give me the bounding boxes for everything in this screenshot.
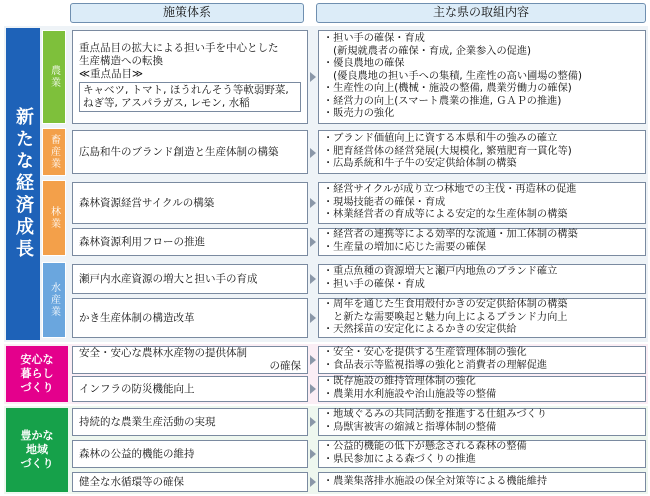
action-agri-3: ・優良農地の確保 bbox=[323, 58, 405, 70]
action-livestock-3: ・広島系統和牛子牛の安定供給体制の構築 bbox=[323, 158, 517, 170]
policy-agri-line1: 重点品目の拡大による担い手を中心とした bbox=[79, 42, 279, 54]
arrow-livestock bbox=[310, 148, 316, 158]
sub-fish bbox=[42, 262, 66, 338]
sub-forest-label: 林業 bbox=[48, 206, 60, 230]
policy-fish1 bbox=[72, 264, 308, 294]
actions-header: 主な県の取組内容 bbox=[316, 3, 646, 23]
policy-safe1-line1: 安全・安心な農林水産物の提供体制 bbox=[79, 347, 247, 359]
sub-livestock bbox=[42, 128, 66, 176]
action-forest2-2: ・生産量の増加に応じた需要の確保 bbox=[323, 242, 486, 253]
band-safe-line3: づくり bbox=[20, 381, 54, 394]
action-forest2-1: ・経営者の連携等による効率的な流通・加工体制の構築 bbox=[323, 229, 578, 241]
actions-livestock bbox=[318, 130, 646, 174]
policy-safe1-line2: の確保 bbox=[269, 360, 301, 372]
actions-agri bbox=[318, 30, 646, 124]
action-safe2-1: ・既存施設の維持管理体制の強化 bbox=[323, 376, 476, 388]
policy-fish2 bbox=[72, 298, 308, 338]
action-rich2-1: ・公益的機能の低下が懸念される森林の整備 bbox=[323, 441, 527, 453]
policy-forest2-line1: 森林資源利用フローの推進 bbox=[79, 235, 205, 248]
policy-rich2 bbox=[72, 440, 308, 468]
arrow-safe2 bbox=[310, 384, 316, 394]
action-agri-6: ・経営力の向上(スマート農業の推進, ＧＡＰの推進) bbox=[323, 95, 562, 107]
policy-safe2-line1: インフラの防災機能向上 bbox=[79, 382, 195, 395]
arrow-rich3 bbox=[310, 477, 316, 487]
sub-forest bbox=[42, 180, 66, 256]
action-safe1-1: ・安全・安心を提供する生産管理体制の強化 bbox=[323, 347, 527, 359]
action-rich2-2: ・県民参加による森づくりの推進 bbox=[323, 454, 476, 465]
actions-forest2 bbox=[318, 228, 646, 256]
actions-safe1 bbox=[318, 346, 646, 374]
policy-rich3-line1: 健全な水循環等の確保 bbox=[79, 475, 184, 488]
policy-agri-item1: キャベツ, トマト, ほうれんそう等軟弱野菜, bbox=[83, 84, 289, 96]
policy-rich1 bbox=[72, 408, 308, 436]
action-safe1-2: ・食品表示等監視指導の強化と消費者の理解促進 bbox=[323, 360, 548, 371]
policy-agri-items-box bbox=[79, 82, 301, 112]
policy-safe2 bbox=[72, 376, 308, 402]
band-rich bbox=[6, 408, 68, 492]
sub-fish-label: 水産業 bbox=[48, 282, 60, 318]
policy-livestock-line1: 広島和牛のブランド創造と生産体制の構築 bbox=[79, 145, 279, 158]
sub-agri-label: 農業 bbox=[48, 65, 60, 89]
action-agri-5: ・生産性の向上(機械・施設の整備, 農業労働力の確保) bbox=[323, 83, 572, 95]
action-fish2-2: と新たな需要喚起と魅力向上によるブランド力向上 bbox=[323, 311, 568, 323]
sub-livestock-label: 畜産業 bbox=[48, 134, 60, 170]
policy-safe1 bbox=[72, 346, 308, 374]
sub-agri bbox=[42, 30, 66, 124]
action-agri-2: (新規就農者の確保・育成, 企業参入の促進) bbox=[323, 45, 531, 57]
policy-fish2-line1: かき生産体制の構造改革 bbox=[79, 311, 195, 324]
arrow-fish2 bbox=[310, 313, 316, 323]
policy-agri-item2: ねぎ等, アスパラガス, レモン, 水稲 bbox=[83, 97, 250, 109]
actions-rich3 bbox=[318, 472, 646, 492]
policy-rich3 bbox=[72, 472, 308, 492]
arrow-safe1 bbox=[310, 355, 316, 365]
arrow-rich2 bbox=[310, 449, 316, 459]
action-fish1-2: ・担い手の確保・育成 bbox=[323, 279, 425, 290]
action-safe2-2: ・農業用水利施設や治山施設等の整備 bbox=[323, 389, 497, 400]
arrow-forest2 bbox=[310, 237, 316, 247]
band-economy-label: 新たな経済成長 bbox=[13, 107, 34, 261]
policy-header: 施策体系 bbox=[70, 3, 304, 23]
band-rich-line3: づくり bbox=[20, 457, 54, 470]
action-agri-4: (優良農地の担い手への集積, 生産性の高い圃場の整備) bbox=[323, 70, 582, 82]
policy-rich2-line1: 森林の公益的機能の維持 bbox=[79, 447, 195, 460]
policy-forest1 bbox=[72, 182, 308, 224]
action-rich3-1: ・農業集落排水施設の保全対策等による機能維持 bbox=[323, 475, 548, 487]
policy-livestock bbox=[72, 130, 308, 174]
policy-fish1-line1: 瀬戸内水産資源の増大と担い手の育成 bbox=[79, 272, 258, 285]
band-rich-line1: 豊かな bbox=[20, 429, 54, 442]
arrow-forest1 bbox=[310, 198, 316, 208]
band-safe-line2: 暮らし bbox=[20, 367, 54, 380]
policy-forest1-line1: 森林資源経営サイクルの構築 bbox=[79, 196, 215, 209]
action-forest1-1: ・経営サイクルが成り立つ林地での主伐・再造林の促進 bbox=[323, 184, 577, 196]
action-livestock-2: ・肥育経営体の経営発展(大規模化, 繁殖肥育一貫化等) bbox=[323, 145, 572, 157]
band-rich-line2: 地域 bbox=[26, 443, 48, 456]
actions-rich2 bbox=[318, 440, 646, 468]
actions-forest1 bbox=[318, 182, 646, 224]
actions-fish1 bbox=[318, 264, 646, 294]
actions-safe2 bbox=[318, 376, 646, 402]
policy-agri-line3: ≪重点品目≫ bbox=[79, 68, 143, 80]
action-rich1-2: ・鳥獣害被害の縮減と指導体制の整備 bbox=[323, 422, 497, 433]
actions-fish2 bbox=[318, 298, 646, 338]
arrow-agri bbox=[310, 72, 316, 82]
action-fish2-3: ・天然採苗の安定化によるかきの安定供給 bbox=[323, 324, 517, 336]
band-economy bbox=[6, 28, 40, 340]
arrow-fish1 bbox=[310, 274, 316, 284]
action-forest1-3: ・林業経営者の育成等による安定的な生産体制の構築 bbox=[323, 209, 568, 221]
action-fish1-1: ・重点魚種の資源増大と瀬戸内地魚のブランド確立 bbox=[323, 266, 558, 278]
action-forest1-2: ・現場技能者の確保・育成 bbox=[323, 196, 446, 208]
action-rich1-1: ・地域ぐるみの共同活動を推進する仕組みづくり bbox=[323, 409, 547, 421]
arrow-rich1 bbox=[310, 417, 316, 427]
policy-rich1-line1: 持続的な農業生産活動の実現 bbox=[79, 415, 216, 428]
action-fish2-1: ・周年を通じた生食用殻付かきの安定供給体制の構築 bbox=[323, 299, 568, 311]
actions-rich1 bbox=[318, 408, 646, 436]
action-livestock-1: ・ブランド価値向上に資する本県和牛の強みの確立 bbox=[323, 133, 558, 145]
action-agri-7: ・販売力の強化 bbox=[323, 108, 395, 120]
band-safe-line1: 安心な bbox=[20, 353, 54, 366]
policy-forest2 bbox=[72, 228, 308, 256]
policy-agri bbox=[72, 30, 308, 124]
policy-agri-line2: 生産構造への転換 bbox=[79, 55, 163, 67]
action-agri-1: ・担い手の確保・育成 bbox=[323, 32, 425, 44]
band-safe bbox=[6, 346, 68, 402]
